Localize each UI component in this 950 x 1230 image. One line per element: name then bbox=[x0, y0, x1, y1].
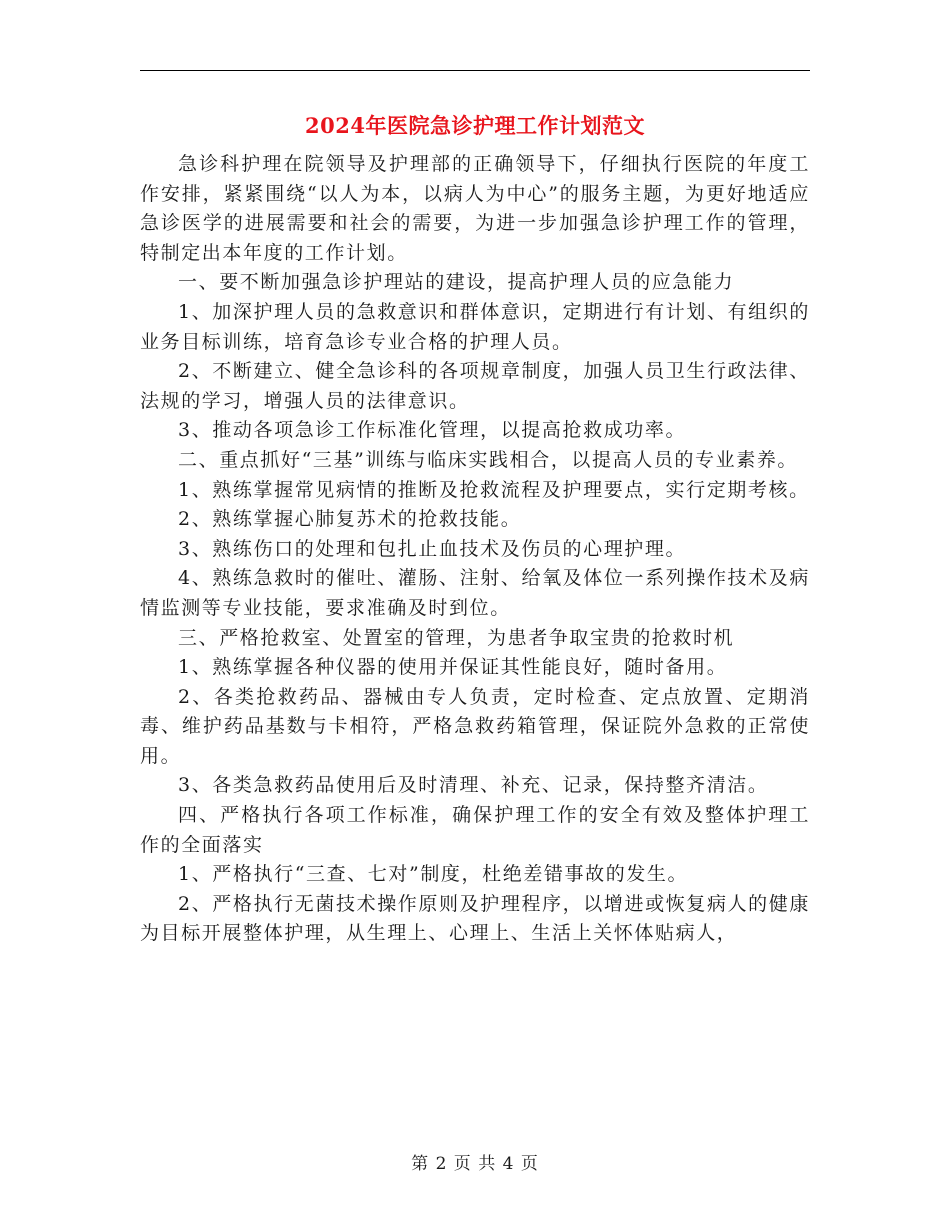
section-heading-4: 四、严格执行各项工作标准，确保护理工作的安全有效及整体护理工作的全面落实 bbox=[140, 804, 810, 856]
header-rule bbox=[140, 70, 810, 71]
document-title: 2024年医院急诊护理工作计划范文 bbox=[305, 113, 645, 138]
document-body bbox=[140, 150, 810, 949]
paragraph-4-1: 1、严格执行“三查、七对”制度，杜绝差错事故的发生。 bbox=[178, 863, 689, 886]
section-heading-3: 三、严格抢救室、处置室的管理，为患者争取宝贵的抢救时机 bbox=[178, 626, 735, 649]
paragraph-2-3: 3、熟练伤口的处理和包扎止血技术及伤员的心理护理。 bbox=[178, 537, 687, 560]
section-heading-1: 一、要不断加强急诊护理站的建设，提高护理人员的应急能力 bbox=[178, 271, 735, 294]
paragraph-1-3: 3、推动各项急诊工作标准化管理，以提高抢救成功率。 bbox=[178, 419, 687, 442]
paragraph-3-3: 3、各类急救药品使用后及时清理、补充、记录，保持整齐清洁。 bbox=[178, 774, 769, 797]
paragraph-3-1: 1、熟练掌握各种仪器的使用并保证其性能良好，随时备用。 bbox=[178, 656, 728, 679]
paragraph-2-4: 4、熟练急救时的催吐、灌肠、注射、给氧及体位一系列操作技术及病情监测等专业技能，要求准确及时到位。 bbox=[140, 567, 810, 619]
paragraph-2-2: 2、熟练掌握心肺复苏术的抢救技能。 bbox=[178, 508, 522, 531]
paragraph-2-1: 1、熟练掌握常见病情的推断及抢救流程及护理要点，实行定期考核。 bbox=[178, 478, 810, 501]
paragraph-1-2: 2、不断建立、健全急诊科的各项规章制度，加强人员卫生行政法律、法规的学习，增强人员的法律意识。 bbox=[140, 360, 810, 412]
paragraph-3-2: 2、各类抢救药品、器械由专人负责，定时检查、定点放置、定期消毒、维护药品基数与卡相符，严格急救药箱管理，保证院外急救的正常使用。 bbox=[140, 685, 810, 767]
section-heading-2: 二、重点抓好“三基”训练与临床实践相合，以提高人员的专业素养。 bbox=[178, 448, 799, 471]
paragraph-intro: 急诊科护理在院领导及护理部的正确领导下，仔细执行医院的年度工作安排，紧紧围绕“以人为本，以病人为中心”的服务主题，为更好地适应急诊医学的进展需要和社会的需要，为进一步加强急诊护理工作的管理，特制定出本年度的工作计划。 bbox=[140, 153, 810, 264]
paragraph-1-1: 1、加深护理人员的急救意识和群体意识，定期进行有计划、有组织的业务目标训练，培育急诊专业合格的护理人员。 bbox=[140, 300, 810, 353]
paragraph-4-2: 2、严格执行无菌技术操作原则及护理程序，以增进或恢复病人的健康为目标开展整体护理，从生理上、心理上、生活上关怀体贴病人， bbox=[140, 892, 810, 945]
page-number: 第 2 页 共 4 页 bbox=[411, 1154, 539, 1174]
